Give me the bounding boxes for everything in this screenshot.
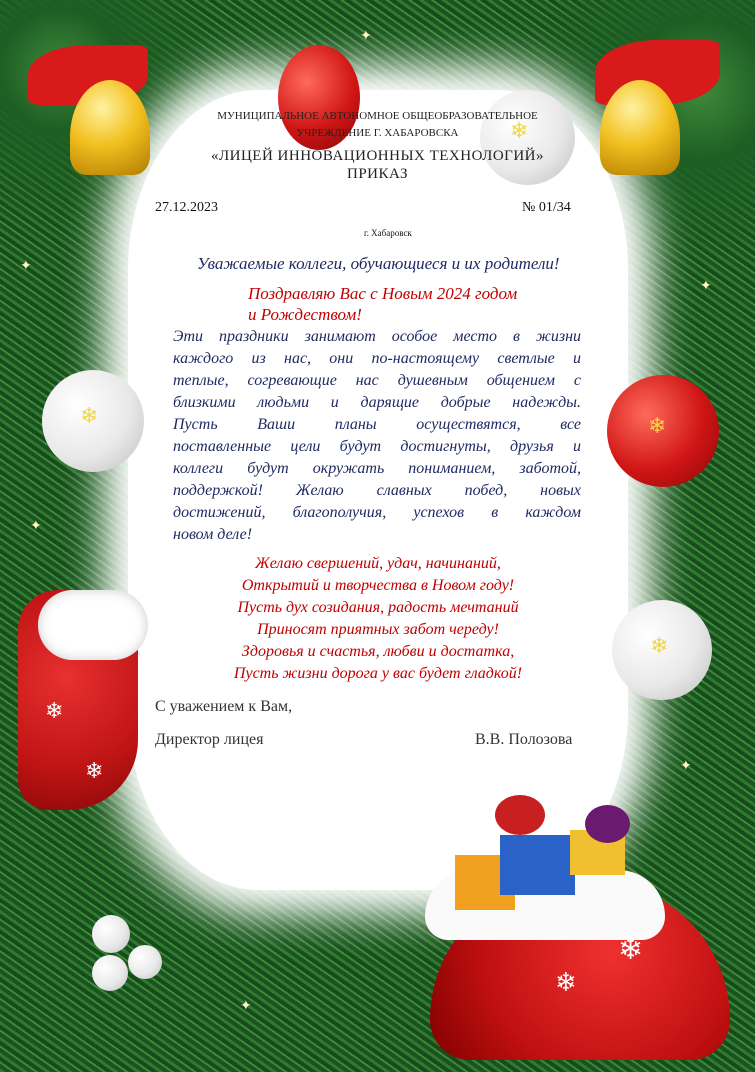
snowflake-icon: ❄ [510,118,529,143]
body-line: теплые, согревающие нас душевным общением с [173,372,581,389]
sparkle-icon: ✦ [680,759,692,774]
poem-line: Пусть жизни дорога у вас будет гладкой! [233,665,523,682]
poem-line: Открытий и творчества в Новом году! [241,577,515,594]
poem-line: Желаю свершений, удач, начинаний, [255,555,501,572]
congrats-line-2: и Рождеством! [248,305,362,324]
greeting: Уважаемые коллеги, обучающиеся и их родители! [197,254,560,273]
signature-name: В.В. Полозова [475,731,573,748]
body-line: новом деле! [173,526,253,543]
sparkle-icon: ✦ [30,519,42,534]
poem-line: Здоровья и счастья, любви и достатка, [241,643,515,660]
snowflake-icon: ❄ [85,758,104,783]
school-name: «ЛИЦЕЙ ИННОВАЦИОННЫХ ТЕХНОЛОГИЙ» [210,148,545,164]
order-number: № 01/34 [522,200,571,215]
body-line: достижений, благополучия, успехов в каждом [173,504,581,521]
city: г. Хабаровск [364,228,412,238]
order-title: ПРИКАЗ [347,166,408,182]
signature-regards: С уважением к Вам, [155,698,293,715]
sparkle-icon: ✦ [20,259,32,274]
sparkle-icon: ✦ [240,999,252,1014]
snowflake-icon: ❄ [555,968,577,997]
congrats-line-1: Поздравляю Вас с Новым 2024 годом [248,284,518,303]
body-line: коллеги будут окружать пониманием, заботой, [173,460,581,477]
body-line: Эти праздники занимают особое место в жизни [173,328,581,345]
snowflake-icon: ❄ [45,698,64,723]
snowflake-icon: ❄ [650,633,669,658]
body-line: близкими людьми и дарящие добрые надежды. [173,394,581,411]
snowflake-icon: ❄ [80,403,99,428]
body-line: каждого из нас, они по-настоящему светлые и [173,350,581,367]
poem-line: Пусть дух созидания, радость мечтаний [237,599,519,616]
sparkle-icon: ✦ [700,279,712,294]
signature-position: Директор лицея [155,731,264,748]
header-line-1: МУНИЦИПАЛЬНОЕ АВТОНОМНОЕ ОБЩЕОБРАЗОВАТЕЛЬНОЕ [217,110,538,122]
body-line: поддержкой! Желаю славных побед, новых [173,482,581,499]
order-date: 27.12.2023 [155,200,218,215]
snowflake-icon: ❄ [648,413,667,438]
poem-line: Приносят приятных забот череду! [257,621,499,638]
sparkle-icon: ✦ [360,29,372,44]
header-line-2: УЧРЕЖДЕНИЕ Г. ХАБАРОВСКА [296,127,459,139]
snowflake-icon: ❄ [618,933,644,966]
body-line: поставленные цели будут достигнуты, друзья и [173,438,581,455]
body-line: Пусть Ваши планы осуществятся, все [173,416,581,433]
